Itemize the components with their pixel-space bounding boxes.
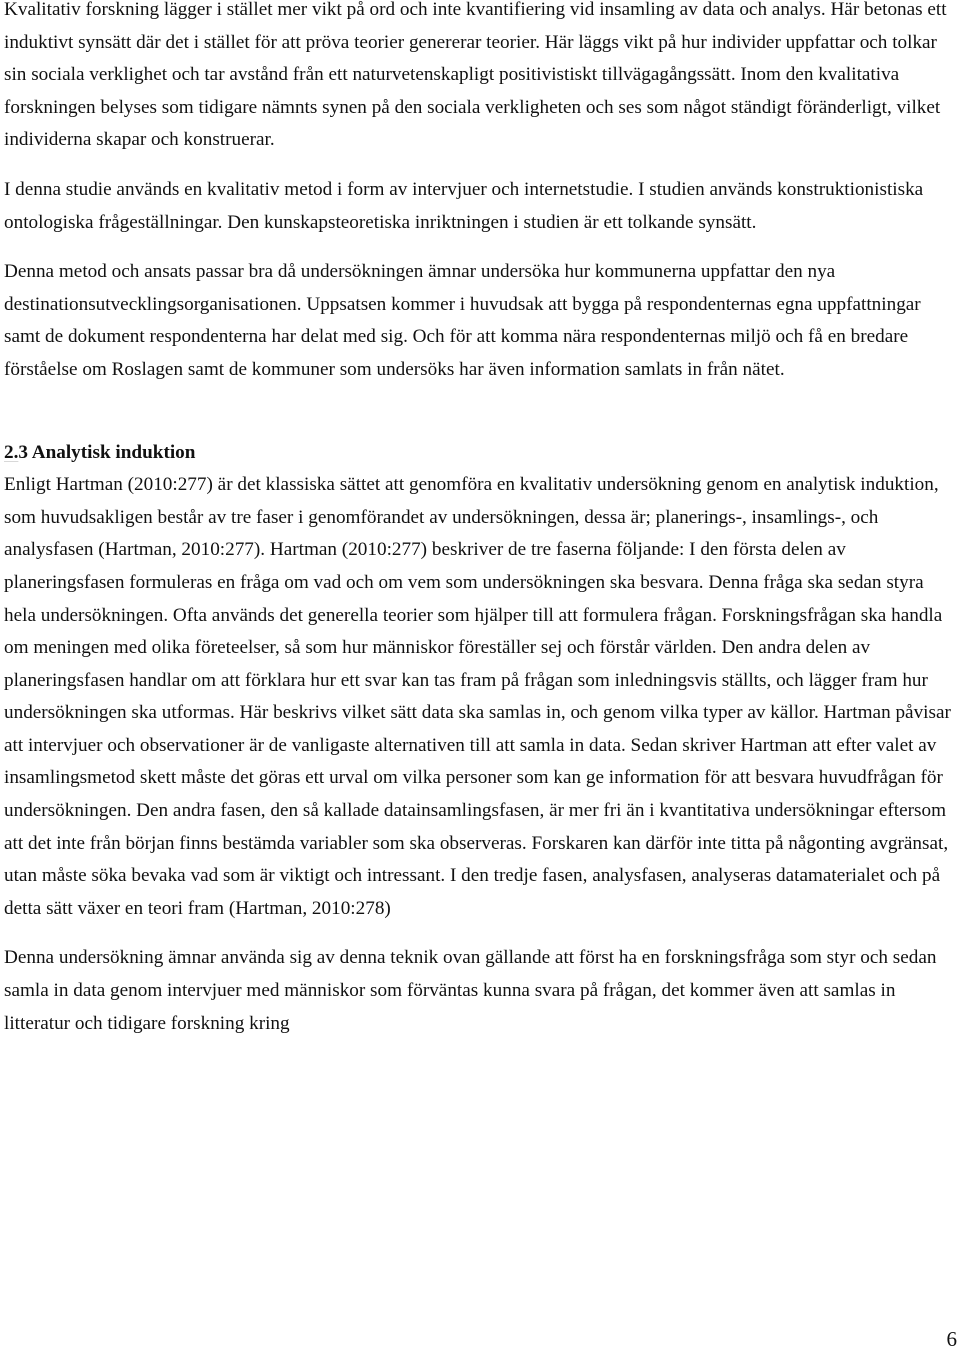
paragraph-method-approach: Denna metod och ansats passar bra då undersökningen ämnar undersöka hur kommunerna uppfattar den nya destinationsutvecklingsorganisationen. Uppsatsen kommer i huvudsak att bygga på respondenternas egna uppfattningar samt de dokument respondenterna har delat med sig. Och för att komma nära respondenternas miljö och få en bredare förståelse om Roslagen samt de kommuner som undersöks har även information samlats in från nätet. [4,261,921,380]
paragraph-analytic-induction: Enligt Hartman (2010:277) är det klassiska sättet att genomföra en kvalitativ undersökning genom en analytisk induktion, som huvudsakligen består av tre faser i genomförandet av undersökningen, dessa är; planerings-, insamlings-, och analysfasen (Hartman, 2010:277). Hartman (2010:277) beskriver de tre faserna följande: I den första delen av planeringsfasen formuleras en fråga om vad och om vem som undersökningen ska besvara. Denna fråga ska sedan styra hela undersökningen. Ofta används det generella teorier som hjälper till att formulera frågan. Forskningsfrågan ska handla om meningen med olika företeelser, så som hur människor föreställer sej och förstår världen. Den andra delen av planeringsfasen handlar om att förklara hur ett svar kan tas fram på frågan som inledningsvis ställts, och lägger fram hur undersökningen ska utformas. Här beskrivs vilket sätt data ska samlas in, och genom vilka typer av källor. Hartman påvisar att intervjuer och observationer är de vanligaste alternativen till att samla in data. Sedan skriver Hartman att efter valet av insamlingsmetod skett måste det göras ett urval om vilka personer som kan ge information för att besvara huvudfrågan för undersökningen. Den andra fasen, den så kallade datainsamlingsfasen, är mer fri än i kvantitativa undersökningar eftersom att det inte från början finns bestämda variabler som ska observeras. Forskaren kan därför inte titta på någonting avgränsat, utan måste söka bevaka vad som är viktigt och intressant. I den tredje fasen, analysfasen, analyseras datamaterialet och på detta sätt växer en teori fram (Hartman, 2010:278) [4,474,951,919]
paragraph-qualitative-research: Kvalitativ forskning lägger i stället mer vikt på ord och inte kvantifiering vid insamling av data och analys. Här betonas ett induktivt synsätt där det i stället för att pröva teorier genererar teorier. Här läggs vikt på hur individer uppfattar och tolkar sin sociala verklighet och tar avstånd från ett naturvetenskapligt positivistiskt tillvägagångssätt. Inom den kvalitativa forskningen belyses som tidigare nämnts synen på den sociala verkligheten och ses som något ständigt föränderligt, vilket individerna skapar och konstruerar. [4,0,947,151]
section-heading-number: 2. [4,441,19,463]
page-number: 6 [946,1327,957,1351]
paragraph-study-technique: Denna undersökning ämnar använda sig av denna teknik ovan gällande att först ha en forskningsfråga som styr och sedan samla in data genom intervjuer med människor som förväntas kunna svara på frågan, det kommer även att samlas in litteratur och tidigare forskning kring [4,947,937,1034]
paragraph-study-method: I denna studie används en kvalitativ metod i form av intervjuer och internetstudie. I studien används konstruktionistiska ontologiska frågeställningar. Den kunskapsteoretiska inriktningen i studien är ett tolkande synsätt. [4,178,924,233]
document-page [4,0,957,1040]
section-heading-text: 3 Analytisk induktion [18,441,196,463]
section-heading [4,437,957,470]
